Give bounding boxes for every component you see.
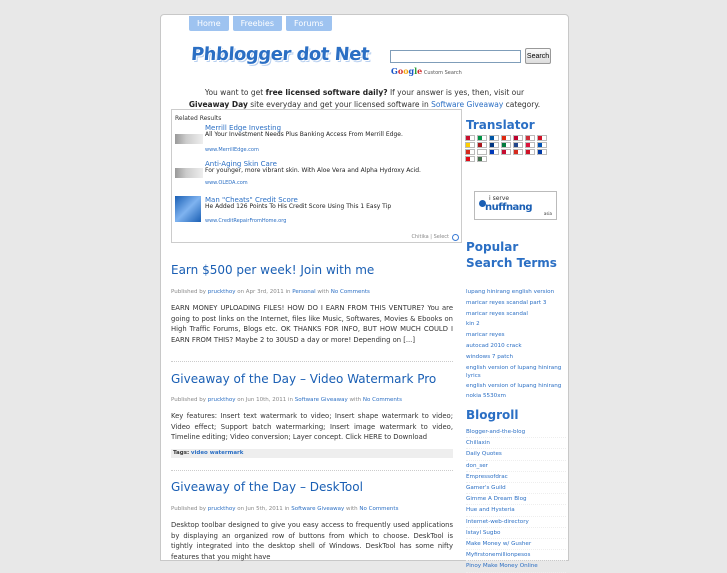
- post-meta: [171, 289, 370, 295]
- translate-flag-icon[interactable]: [525, 142, 535, 148]
- meta-date: on Jun 10th, 2011 in: [235, 397, 295, 403]
- meta-with: with: [344, 506, 360, 512]
- translate-flag-icon[interactable]: [465, 149, 475, 155]
- post-title[interactable]: Giveaway of the Day – DeskTool: [171, 480, 363, 494]
- comments-link[interactable]: No Comments: [362, 397, 402, 403]
- blogroll-heading: Blogroll: [466, 408, 519, 422]
- popular-search-item[interactable]: autocad 2010 crack: [466, 342, 522, 349]
- ad-item[interactable]: [175, 124, 457, 154]
- page-container: [160, 14, 569, 570]
- intro-mid: If your answer is yes, then, visit our: [387, 88, 525, 97]
- intro-mid2: site everyday and get your licensed software in: [247, 100, 432, 109]
- nuffnang-badge[interactable]: [474, 191, 557, 220]
- blogroll-item[interactable]: Internet-web-directory: [466, 517, 566, 528]
- badge-line3: asia: [543, 211, 552, 216]
- search-input[interactable]: [390, 50, 521, 63]
- translator-flags: [465, 135, 557, 162]
- ad-description: He Added 126 Points To His Credit Score Using This 1 Easy Tip: [205, 203, 392, 210]
- intro-text: [161, 87, 568, 111]
- blogroll-item[interactable]: don_ser: [466, 461, 566, 472]
- translate-flag-icon[interactable]: [489, 149, 499, 155]
- search-button[interactable]: Search: [525, 48, 551, 64]
- translate-flag-icon[interactable]: [477, 135, 487, 141]
- author-link[interactable]: pruckthoy: [207, 397, 236, 403]
- popular-search-item[interactable]: english version of lupang hinirang: [466, 382, 562, 389]
- post-meta: [171, 506, 398, 512]
- post-excerpt: Key features: Insert text watermark to video; Insert shape watermark to video; Video effect; Support batch watermarking; Insert image watermark to video, Timeline editing; Video conversion; Layer concept. Click HERE to Download: [171, 412, 453, 441]
- ad-description: For younger, more vibrant skin. With Aloe Vera and Alpha Hydroxy Acid.: [205, 167, 421, 174]
- blogroll-item[interactable]: Chillaxin: [466, 438, 566, 449]
- translate-flag-icon[interactable]: [525, 135, 535, 141]
- ad-item[interactable]: [175, 196, 457, 228]
- translate-flag-icon[interactable]: [537, 135, 547, 141]
- site-logo[interactable]: Phblogger dot Net: [190, 44, 370, 65]
- translate-flag-icon[interactable]: [513, 135, 523, 141]
- popular-search-item[interactable]: maricar reyes scandal: [466, 310, 528, 317]
- nav-tab-home[interactable]: Home: [189, 16, 229, 31]
- ad-description: All Your Investment Needs Plus Banking Access From Merrill Edge.: [205, 131, 403, 138]
- search-icon[interactable]: [452, 234, 459, 241]
- popular-search-item[interactable]: maricar reyes: [466, 332, 505, 339]
- blogroll-item[interactable]: Myfirstonemillionpesos: [466, 550, 566, 561]
- translate-flag-icon[interactable]: [489, 142, 499, 148]
- post-tags: [171, 449, 453, 458]
- blogroll-item[interactable]: Pinoy Make Money Online: [466, 561, 566, 572]
- blogroll-item[interactable]: Empressofdrac: [466, 472, 566, 483]
- badge-line1: i serve: [489, 195, 510, 202]
- blogroll-item[interactable]: Make Money w/ Gusher: [466, 539, 566, 550]
- meta-date: on Apr 3rd, 2011 in: [235, 289, 293, 295]
- translate-flag-icon[interactable]: [501, 149, 511, 155]
- intro-pre: You want to get: [204, 88, 266, 97]
- ad-title[interactable]: Man "Cheats" Credit Score: [205, 196, 298, 204]
- meta-pre: Published by: [171, 289, 208, 295]
- translate-flag-icon[interactable]: [501, 135, 511, 141]
- post-excerpt: Desktop toolbar designed to give you easy access to frequently used applications by displaying an organized row of buttons from which to choose. DeskTool is tightly integrated into the desktop shell of Windows. DeskTool has some nifty features that you might have: [171, 521, 453, 561]
- translate-flag-icon[interactable]: [465, 156, 475, 162]
- translate-flag-icon[interactable]: [477, 149, 487, 155]
- blogroll-item[interactable]: Istayl Sugbo: [466, 528, 566, 539]
- tags-label: Tags:: [173, 450, 190, 456]
- popular-search-item[interactable]: english version of lupang hinirang lyrics: [466, 364, 562, 379]
- related-results-box: [171, 109, 462, 243]
- popular-search-heading: Popular Search Terms: [466, 240, 557, 270]
- post-title[interactable]: Giveaway of the Day – Video Watermark Pro: [171, 372, 437, 386]
- translate-flag-icon[interactable]: [477, 156, 487, 162]
- ad-title[interactable]: Merrill Edge Investing: [205, 124, 282, 132]
- comments-link[interactable]: No Comments: [359, 506, 399, 512]
- post-divider: [171, 361, 453, 362]
- translate-flag-icon[interactable]: [537, 149, 547, 155]
- meta-pre: Published by: [171, 397, 208, 403]
- post-meta: [171, 397, 402, 403]
- translate-flag-icon[interactable]: [465, 142, 475, 148]
- ad-url[interactable]: www.CreditRepairFromHome.org: [205, 218, 287, 224]
- blogroll-item[interactable]: Hue and Hysteria: [466, 505, 566, 516]
- meta-with: with: [347, 397, 363, 403]
- custom-search-text: Custom Search: [423, 70, 462, 76]
- chitika-footer[interactable]: Chitika | Select: [411, 234, 449, 240]
- category-link[interactable]: Personal: [292, 289, 316, 295]
- popular-search-item[interactable]: maricar reyes scandal part 3: [466, 299, 547, 306]
- blogroll-list: [466, 427, 566, 573]
- badge-line2: nuffnang: [485, 202, 533, 213]
- software-giveaway-link[interactable]: Software Giveaway: [431, 100, 504, 109]
- meta-with: with: [315, 289, 331, 295]
- author-link[interactable]: pruckthoy: [207, 506, 236, 512]
- meta-pre: Published by: [171, 506, 208, 512]
- google-custom-search-label: [391, 66, 462, 76]
- nav-tab-forums[interactable]: Forums: [286, 16, 332, 31]
- intro-bold2: Giveaway Day: [188, 100, 248, 109]
- nav-tab-freebies[interactable]: Freebies: [233, 16, 282, 31]
- intro-post: category.: [503, 100, 541, 109]
- ad-thumbnail: [175, 134, 203, 144]
- top-nav: [189, 16, 332, 31]
- translator-heading: Translator: [466, 118, 535, 132]
- popular-search-list: [466, 287, 566, 401]
- meta-date: on Jun 5th, 2011 in: [235, 506, 292, 512]
- ad-item[interactable]: [175, 160, 457, 190]
- google-logo: Google: [391, 66, 423, 76]
- popular-search-item[interactable]: windows 7 patch: [466, 353, 514, 360]
- related-results-title: Related Results: [175, 115, 222, 122]
- blogroll-item[interactable]: Gamer's Guild: [466, 483, 566, 494]
- ad-thumbnail: [175, 168, 203, 178]
- blogroll-item[interactable]: Daily Quotes: [466, 449, 566, 460]
- comments-link[interactable]: No Comments: [330, 289, 370, 295]
- popular-search-item[interactable]: nokia 5530xm: [466, 392, 506, 399]
- translate-flag-icon[interactable]: [513, 142, 523, 148]
- translate-flag-icon[interactable]: [465, 135, 475, 141]
- post-excerpt: EARN MONEY UPLOADING FILES! HOW DO I EARN FROM THIS VENTURE? You are going to post links on the Internet, files like Music, Softwares, Movies & Ebooks on High Traffic Forums, Blogs etc. OK THANKS FOR INFO, BUT HOW MUCH COULD I EARN FROM THIS? Maybe 2 to 30USD a day or more! Depending on [...]: [171, 304, 453, 344]
- translate-flag-icon[interactable]: [537, 142, 547, 148]
- tag-link[interactable]: video watermark: [190, 450, 244, 456]
- post-title[interactable]: Earn $500 per week! Join with me: [171, 263, 375, 277]
- ad-title[interactable]: Anti-Aging Skin Care: [205, 160, 277, 168]
- popular-search-item[interactable]: lupang hinirang english version: [466, 289, 555, 295]
- ad-url[interactable]: www.MerrillEdge.com: [205, 147, 259, 153]
- ad-thumbnail: [175, 196, 201, 222]
- blogroll-item[interactable]: Gimme A Dream Blog: [466, 494, 566, 505]
- intro-bold1: free licensed software daily?: [265, 88, 388, 97]
- translate-flag-icon[interactable]: [477, 142, 487, 148]
- translate-flag-icon[interactable]: [489, 135, 499, 141]
- category-link[interactable]: Software Giveaway: [291, 506, 345, 512]
- popular-search-item[interactable]: kin 2: [466, 321, 480, 328]
- post-divider: [171, 470, 453, 471]
- author-link[interactable]: pruckthoy: [207, 289, 236, 295]
- translate-flag-icon[interactable]: [525, 149, 535, 155]
- category-link[interactable]: Software Giveaway: [294, 397, 348, 403]
- ad-url[interactable]: www.OLEDA.com: [205, 180, 248, 186]
- translate-flag-icon[interactable]: [501, 142, 511, 148]
- translate-flag-icon[interactable]: [513, 149, 523, 155]
- blogroll-item[interactable]: Blogger-and-the-blog: [466, 427, 566, 438]
